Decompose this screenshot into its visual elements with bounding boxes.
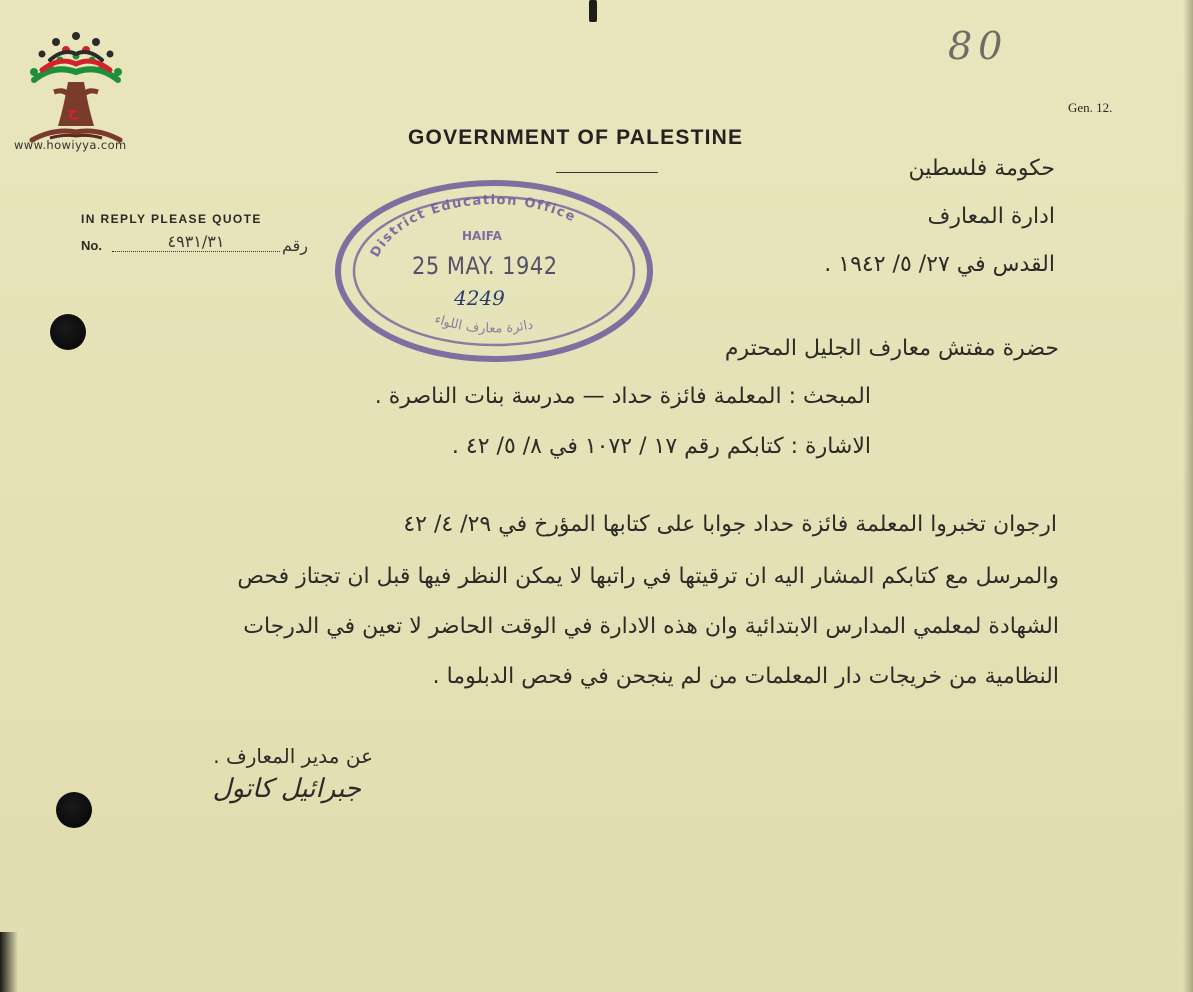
page-corner-shadow <box>0 932 18 992</box>
body-line: والمرسل مع كتابكم المشار اليه ان ترقيتها في راتبها لا يمكن النظر فيها قبل ان تجتاز فحص <box>237 564 1059 589</box>
form-code: Gen. 12. <box>1068 100 1113 115</box>
letterhead-title-ar: حكومة فلسطين <box>908 156 1055 181</box>
signatory-name-ar: جبرائيل كاتول <box>212 774 361 804</box>
stamp-city: HAIFA <box>462 229 502 243</box>
signoff-ar: عن مدير المعارف . <box>213 744 373 768</box>
department-name-ar: ادارة المعارف <box>927 204 1055 229</box>
reference-no-label: No. <box>81 238 102 253</box>
family-tree-logo-icon <box>14 18 138 158</box>
page-edge-shadow <box>1183 0 1193 992</box>
letterhead-title-en: GOVERNMENT OF PALESTINE <box>408 126 744 149</box>
body-line: الشهادة لمعلمي المدارس الابتدائية وان هذه الادارة في الوقت الحاضر لا تعين في الدرجات <box>243 614 1059 639</box>
stamp-office-text: District Education Office <box>367 192 579 261</box>
subject-line-ar: المبحث : المعلمة فائزة حداد — مدرسة بنات الناصرة . <box>374 384 871 409</box>
stamp-arabic-text: دائرة معارف اللواء <box>432 311 535 337</box>
stamp-handwritten-number: 4249 <box>454 286 505 310</box>
binding-mark <box>589 0 597 22</box>
body-line: ارجوان تخبروا المعلمة فائزة حداد جوابا على كتابها المؤرخ في ٢٩/ ٤/ ٤٢ <box>403 512 1057 537</box>
title-underline <box>556 172 658 173</box>
punch-hole-bottom <box>56 792 92 828</box>
addressee-ar: حضرة مفتش معارف الجليل المحترم <box>724 336 1059 361</box>
date-line-ar: القدس في ٢٧/ ٥/ ١٩٤٢ . <box>824 252 1055 277</box>
reference-number: ٤٩٣١/٣١ <box>112 232 280 252</box>
svg-text:ح: ح <box>68 104 79 120</box>
reference-line-ar: الاشارة : كتابكم رقم ١٧ / ١٠٧٢ في ٨/ ٥/ ٤٢ . <box>451 434 871 459</box>
stamp-date: 25 MAY. 1942 <box>412 252 558 280</box>
reply-instruction: IN REPLY PLEASE QUOTE <box>81 212 262 226</box>
reference-number-label-ar: رقم <box>282 236 309 255</box>
body-line: النظامية من خريجات دار المعلمات من لم ينجحن في فحص الدبلوما . <box>432 664 1059 689</box>
folio-number: 80 <box>948 24 1009 68</box>
watermark-site-url: www.howiyya.com <box>14 138 127 152</box>
punch-hole-top <box>50 314 86 350</box>
